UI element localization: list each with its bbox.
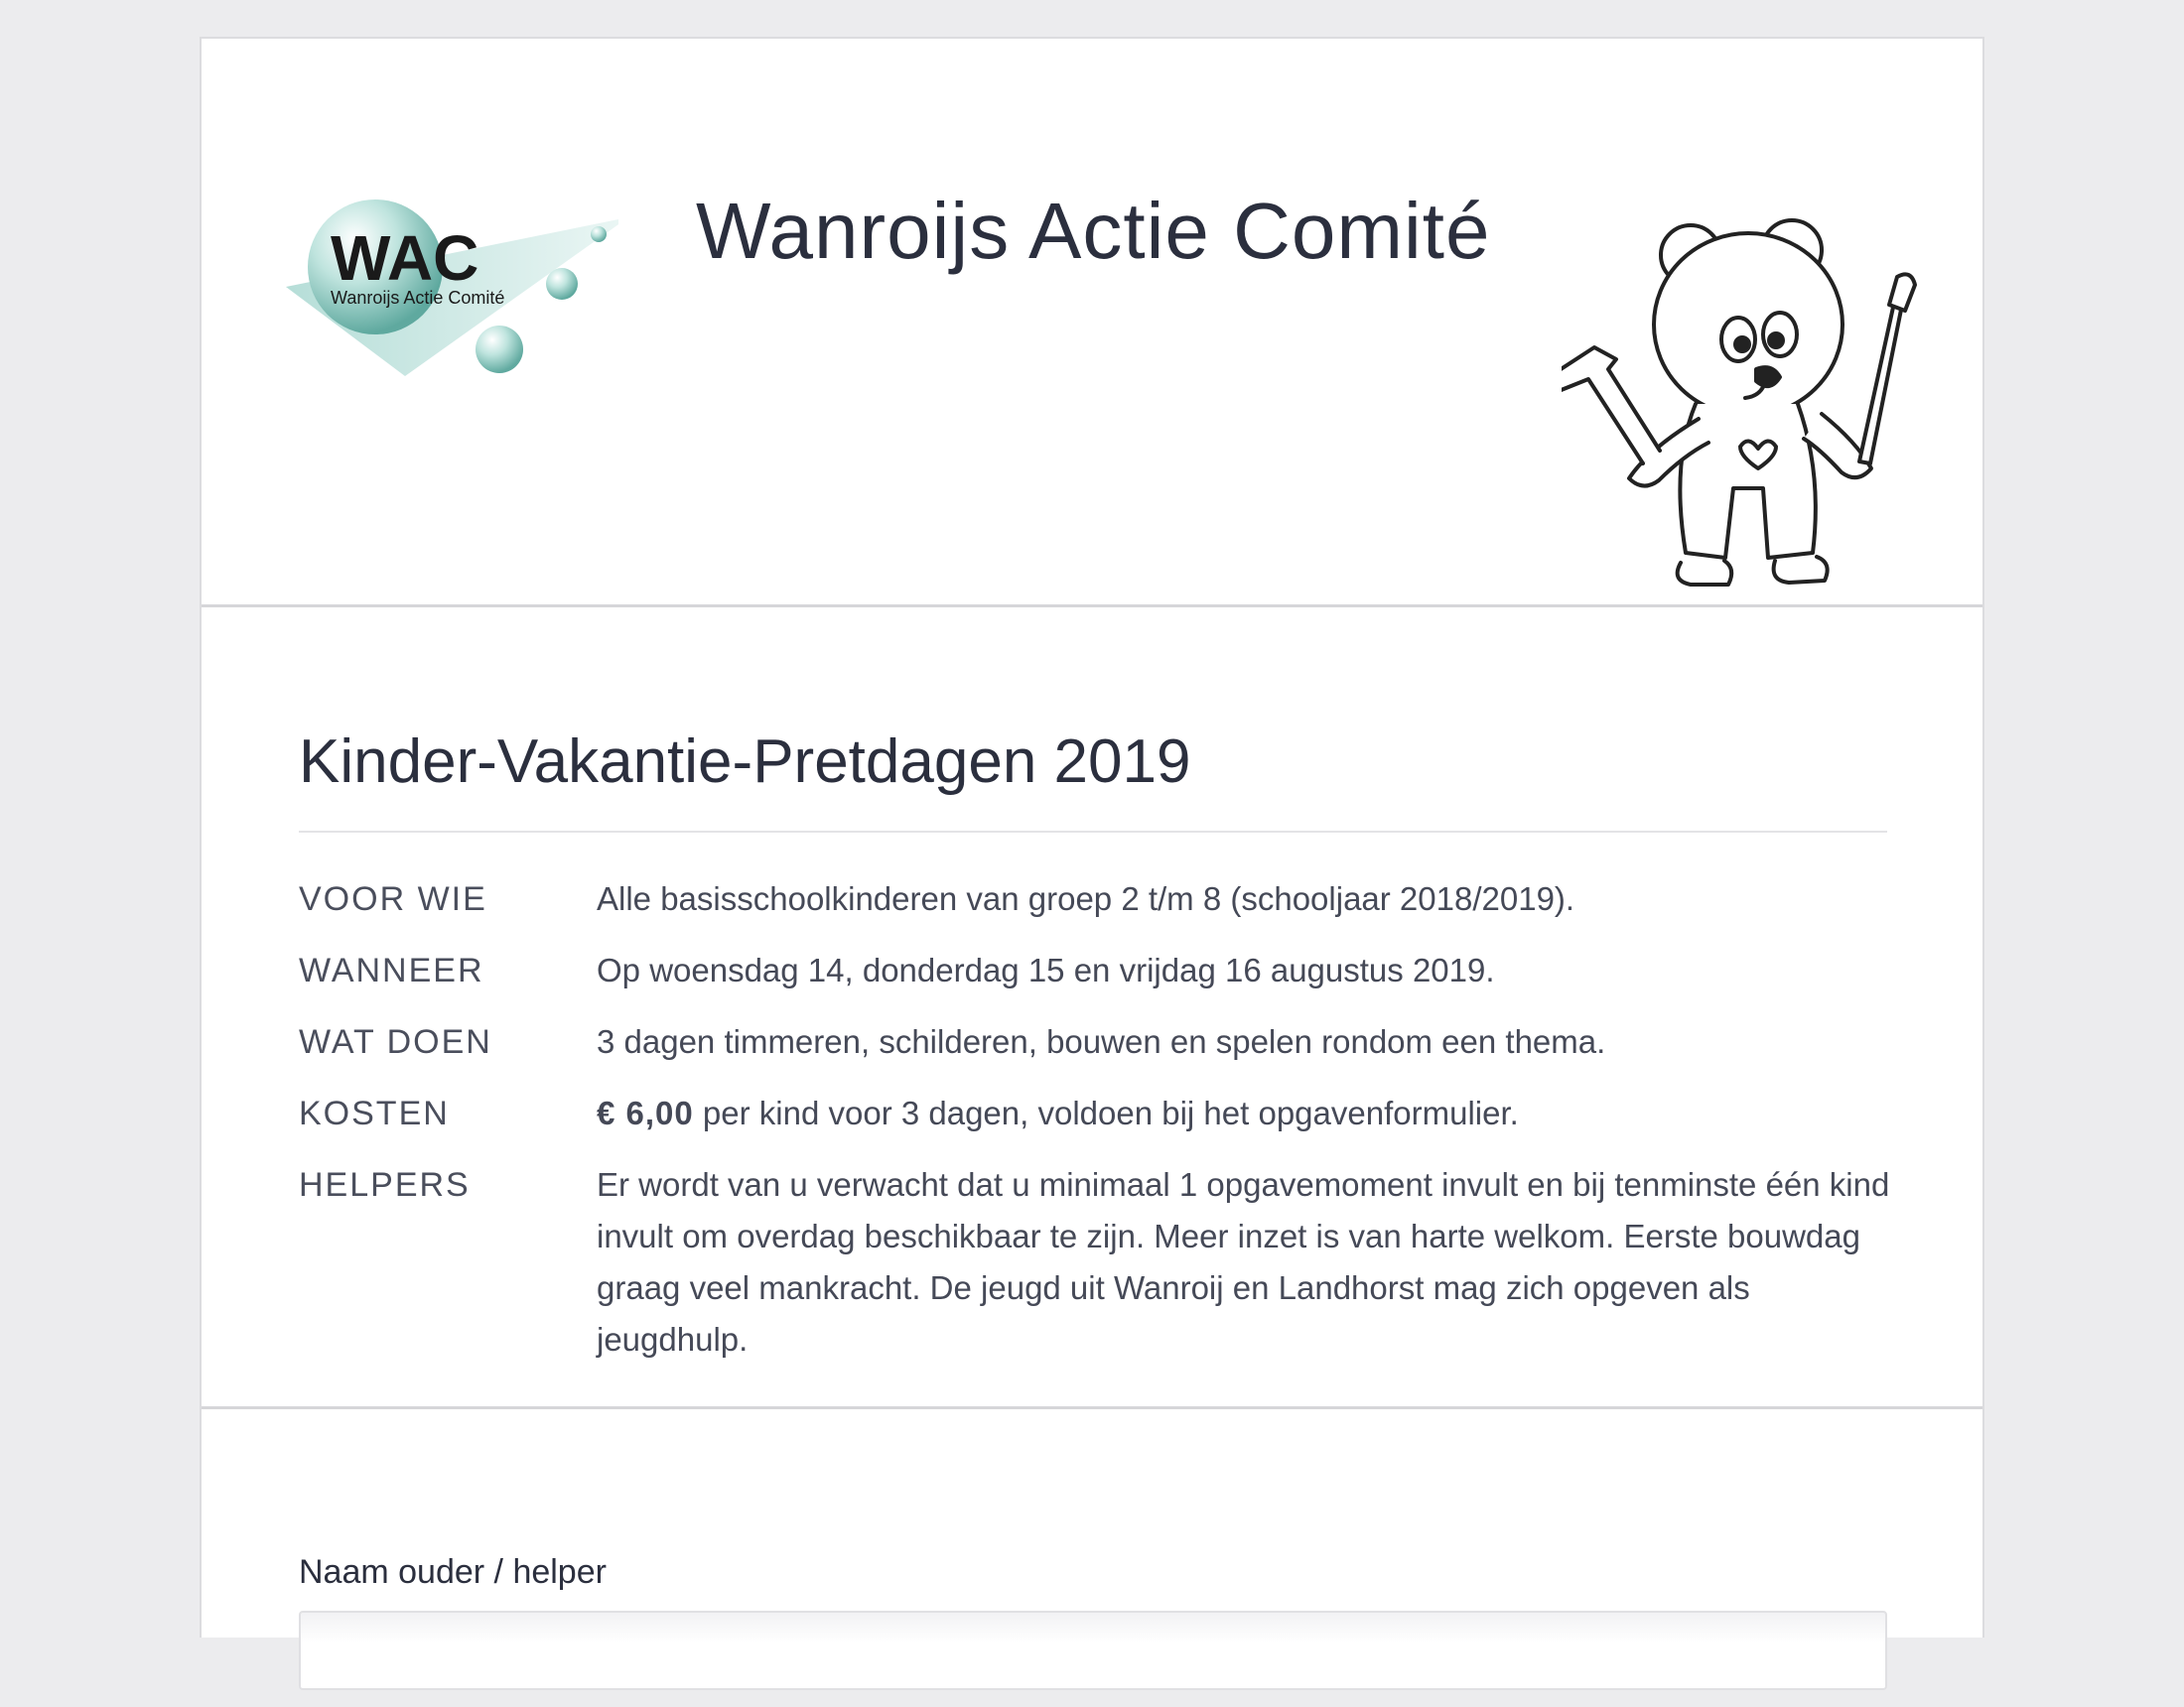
detail-row-wat-doen (299, 1016, 1897, 1068)
detail-value: Op woensdag 14, donderdag 15 en vrijdag 16 augustus 2019. (597, 952, 1495, 988)
form-card (200, 37, 1984, 1638)
form-header (202, 39, 1982, 607)
event-title: Kinder-Vakantie-Pretdagen 2019 (299, 727, 1191, 796)
detail-row-wanneer (299, 945, 1897, 996)
wac-logo (281, 173, 618, 381)
title-divider (299, 831, 1887, 833)
detail-label: KOSTEN (299, 1095, 450, 1132)
detail-value: 3 dagen timmeren, schilderen, bouwen en spelen rondom een thema. (597, 1023, 1606, 1060)
detail-label: HELPERS (299, 1166, 471, 1204)
detail-label: WANNEER (299, 952, 484, 989)
event-info-section (202, 607, 1982, 1409)
detail-value: Er wordt van u verwacht dat u minimaal 1 opgavemoment invult en bij tenminste één kind invult om overdag beschikbaar te zijn. Meer inzet is van harte welkom. Eerste bouwdag graag veel mankracht. De jeugd uit Wanroij en Landhorst mag zich opgeven als jeugdhulp. (597, 1166, 1890, 1358)
detail-value: Alle basisschoolkinderen van groep 2 t/m 8 (schooljaar 2018/2019). (597, 880, 1575, 917)
detail-value: per kind voor 3 dagen, voldoen bij het opgavenformulier. (693, 1095, 1519, 1131)
detail-label: WAT DOEN (299, 1023, 492, 1061)
bear-mascot-image (1562, 196, 1919, 602)
event-details (299, 873, 1897, 1385)
detail-label: VOOR WIE (299, 880, 487, 918)
detail-row-helpers (299, 1159, 1897, 1366)
name-input[interactable] (299, 1611, 1887, 1690)
site-title: Wanroijs Actie Comité (696, 187, 1491, 275)
detail-row-voor-wie (299, 873, 1897, 925)
name-question-section (202, 1409, 1982, 1707)
svg-text:Wanroijs Actie Comité: Wanroijs Actie Comité (331, 288, 505, 308)
price-value: € 6,00 (597, 1095, 694, 1131)
detail-value-container (597, 1088, 1897, 1139)
svg-text:WAC: WAC (331, 222, 479, 294)
name-field-label: Naam ouder / helper (299, 1553, 607, 1591)
detail-row-kosten (299, 1088, 1897, 1139)
